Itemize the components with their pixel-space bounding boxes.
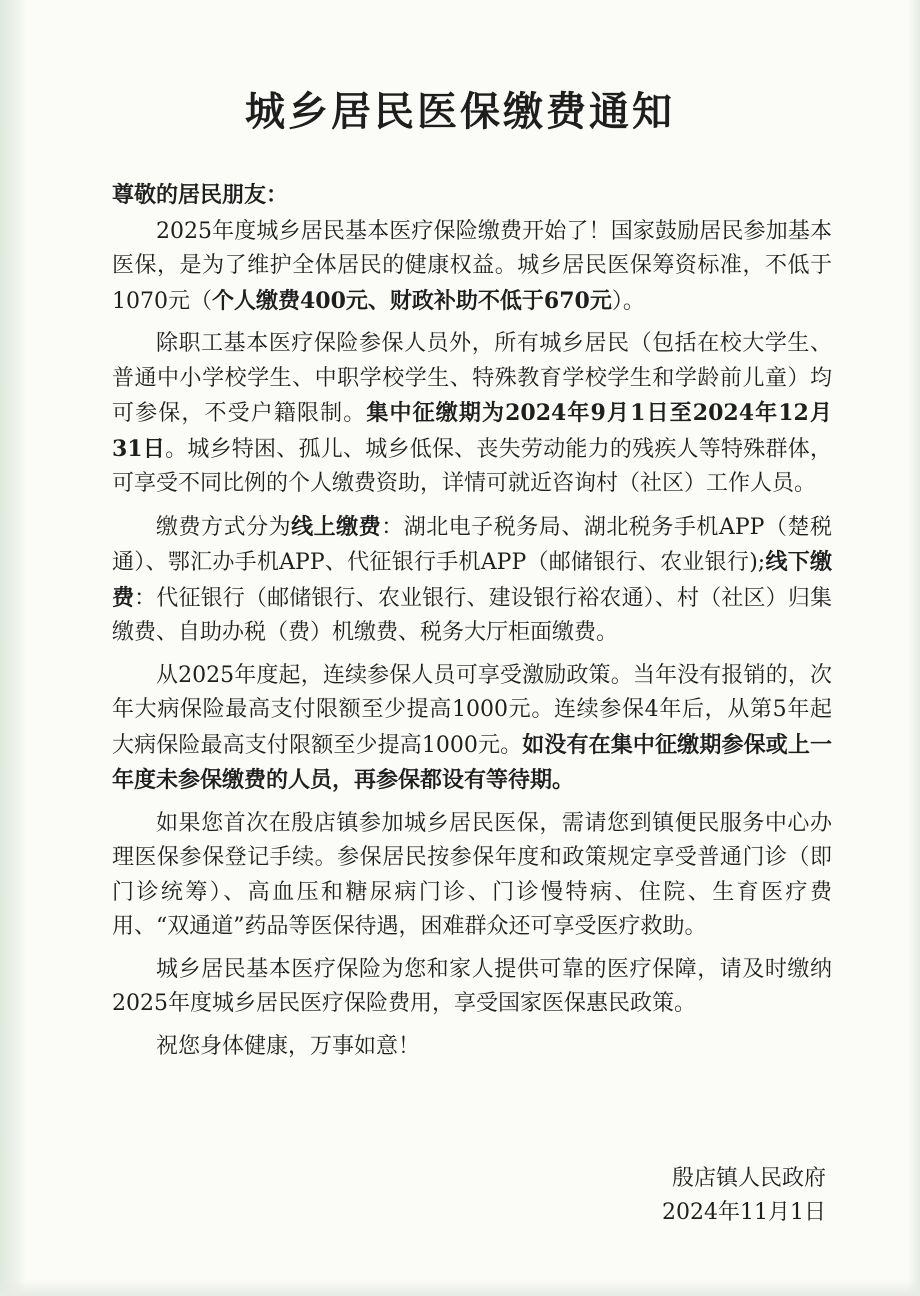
- paragraph-text: 除职工基本医疗保险参保人员外，所有城乡居民（包括在校大学生、普通中小学校学生、中职学校学生、特殊教育学校学生和学龄前儿童）均可参保，不受户籍限制。: [112, 331, 832, 426]
- paragraph-text: ）。: [611, 288, 645, 314]
- paragraph-text: 如果您首次在殷店镇参加城乡居民医保，需请您到镇便民服务中心办理医保参保登记手续。参保居民按参保年度和政策规定享受普通门诊（即门诊统筹）、高血压和糖尿病门诊、门诊慢特病、住院、生育医疗费用、“双通道”药品等医保待遇，困难群众还可享受医疗救助。: [112, 810, 832, 939]
- issue-date: 2024年11月1日: [662, 1200, 826, 1225]
- offline-payment-label: 线下缴费: [112, 549, 832, 611]
- paragraph-reminder: [112, 953, 832, 1022]
- paragraph-text: 从2025年度起，连续参保人员可享受激励政策。当年没有报销的，次年大病保险最高支付限额至少提高1000元。连续参保4年后，从第5年起大病保险最高支付限额至少提高1000元。: [112, 662, 832, 758]
- issuer-name: 殷店镇人民政府: [671, 1166, 826, 1191]
- paragraph-text: ：代征银行（邮储银行、农业银行、建设银行裕农通）、村（社区）归集缴费、自助办税（费）机缴费、税务大厅柜面缴费。: [112, 585, 832, 645]
- paper-edge-bottom: [0, 1280, 920, 1296]
- paragraph-payment-methods: [112, 510, 832, 651]
- paragraph-text: ：湖北电子税务局、湖北税务手机APP（楚税通）、鄂汇办手机APP、代征银行手机APP（邮储银行、农业银行);: [112, 514, 832, 575]
- funding-highlight: 个人缴费400元、财政补助不低于670元: [212, 287, 612, 314]
- online-payment-label: 线上缴费: [291, 513, 382, 540]
- collection-period-highlight: 集中征缴期为2024年9月1日至2024年12月31日: [112, 400, 832, 462]
- waiting-period-highlight: 如没有在集中征缴期参保或上一年度未参保缴费的人员，再参保都设有等待期。: [112, 731, 832, 793]
- notice-body: [112, 178, 832, 1064]
- paragraph-text: 城乡居民基本医疗保险为您和家人提供可靠的医疗保障，请及时缴纳2025年度城乡居民医疗保险费用，享受国家医保惠民政策。: [112, 956, 832, 1016]
- closing-wish: 祝您身体健康，万事如意！: [156, 1033, 421, 1059]
- paragraph-text: 。城乡特困、孤儿、城乡低保、丧失劳动能力的残疾人等特殊群体，可享受不同比例的个人缴费资助，详情可就近咨询村（社区）工作人员。: [112, 436, 832, 496]
- paragraph-text: 缴费方式分为: [156, 514, 292, 540]
- signature-block: [662, 1162, 826, 1230]
- salutation: 尊敬的居民朋友：: [112, 182, 289, 208]
- paper-edge-left: [0, 0, 26, 1296]
- paragraph-eligibility: [112, 327, 832, 502]
- paragraph-funding: [112, 215, 832, 320]
- paragraph-incentive: [112, 659, 832, 799]
- notice-title: 城乡居民医保缴费通知: [245, 88, 675, 135]
- paragraph-registration: [112, 807, 832, 945]
- paper-edge-right: [908, 0, 920, 1296]
- paragraph-text: 2025年度城乡居民基本医疗保险缴费开始了！国家鼓励居民参加基本医保，是为了维护全体居民的健康权益。城乡居民医保筹资标准，不低于1070元（: [112, 218, 832, 314]
